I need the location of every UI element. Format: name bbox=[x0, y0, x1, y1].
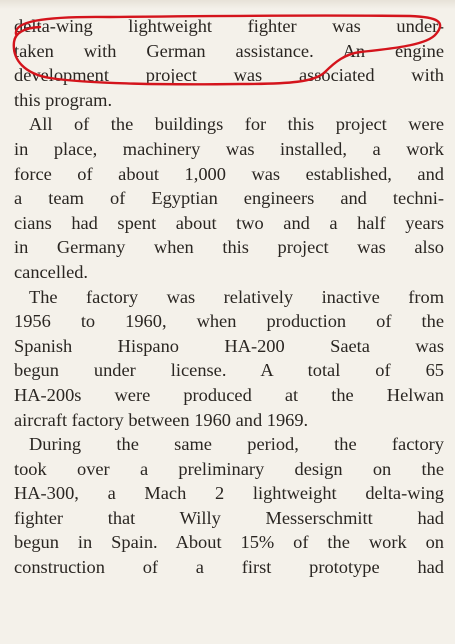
text-line: a team of Egyptian engineers and techni- bbox=[14, 188, 444, 209]
cropped-previous-line bbox=[0, 0, 455, 9]
text-line: HA-300, a Mach 2 lightweight delta-wing bbox=[14, 483, 444, 504]
text-line: The factory was relatively inactive from bbox=[29, 286, 444, 307]
text-line: aircraft factory between 1960 and 1969. bbox=[14, 409, 309, 430]
text-line: 1956 to 1960, when production of the bbox=[14, 311, 444, 332]
paragraph-3 bbox=[14, 285, 444, 433]
text-line: During the same period, the factory bbox=[29, 434, 444, 455]
text-line: Spanish Hispano HA-200 Saeta was bbox=[14, 335, 444, 356]
text-line: cians had spent about two and a half years bbox=[14, 212, 444, 233]
text-line: this program. bbox=[14, 89, 113, 110]
paragraph-4 bbox=[14, 432, 444, 580]
text-line: begun under license. A total of 65 bbox=[14, 360, 444, 381]
text-column bbox=[14, 14, 444, 580]
text-line: took over a preliminary design on the bbox=[14, 458, 444, 479]
text-line: in Germany when this project was also bbox=[14, 237, 444, 258]
paragraph-2 bbox=[14, 112, 444, 284]
text-line: development project was associated with bbox=[14, 65, 444, 86]
text-line: delta-wing lightweight fighter was under- bbox=[14, 16, 444, 36]
text-line: HA-200s were produced at the Helwan bbox=[14, 384, 444, 405]
text-line: construction of a first prototype had bbox=[14, 557, 444, 578]
text-line: All of the buildings for this project were bbox=[29, 114, 444, 135]
text-line: fighter that Willy Messerschmitt had bbox=[14, 507, 444, 528]
text-line: taken with German assistance. An engine bbox=[14, 40, 444, 61]
paragraph-1 bbox=[14, 14, 444, 112]
text-line: in place, machinery was installed, a work bbox=[14, 138, 444, 159]
text-line: force of about 1,000 was established, and bbox=[14, 163, 444, 184]
text-line: begun in Spain. About 15% of the work on bbox=[14, 532, 444, 553]
text-line: cancelled. bbox=[14, 261, 89, 282]
